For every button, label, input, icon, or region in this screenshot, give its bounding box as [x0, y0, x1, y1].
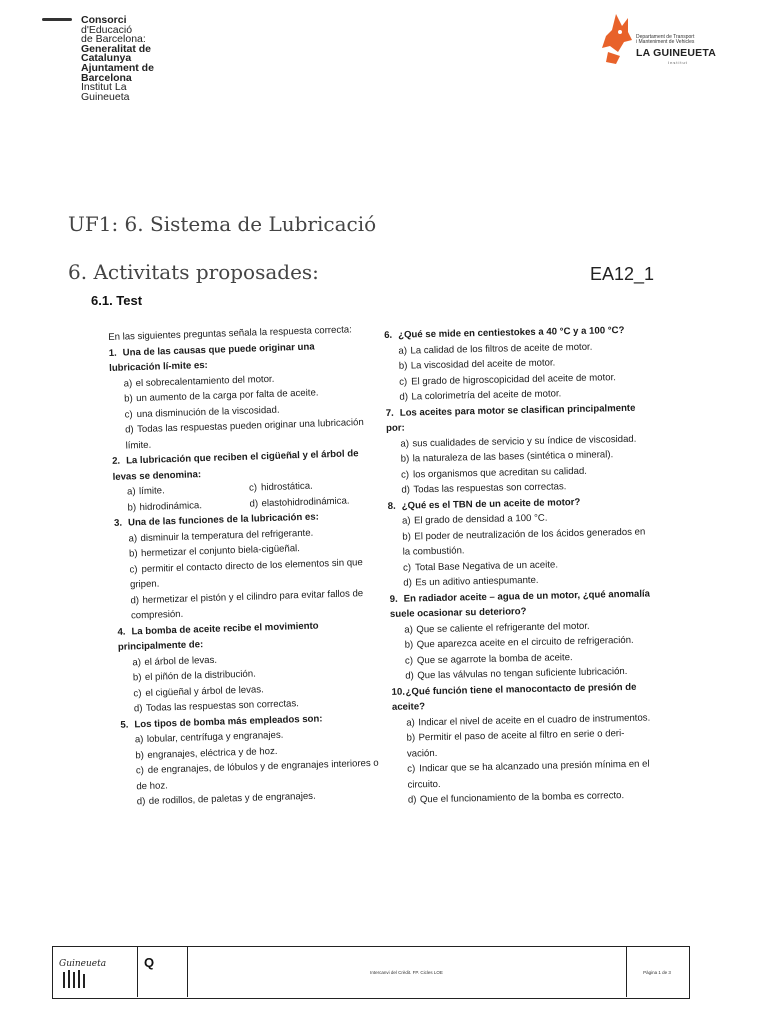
option-key: b) — [402, 530, 412, 543]
option-key: a) — [400, 438, 410, 450]
question-number: 5. — [120, 719, 129, 731]
footer-page: Pàgina 1 de 3 — [643, 970, 671, 975]
option-text: La viscosidad del aceite de motor. — [410, 357, 556, 372]
option-key: d) — [403, 577, 412, 589]
question-text: La lubricación que reciben el cigüeñal y el árbol de levas se denomina: — [112, 448, 359, 483]
option-key: c) — [399, 376, 408, 388]
footer-q-cell — [137, 946, 188, 997]
option-key: a) — [123, 377, 133, 390]
option — [406, 725, 655, 761]
consorci-line: Consorci — [81, 14, 127, 26]
footer-q: Q — [144, 955, 155, 970]
option-text: hidrostática. — [260, 480, 313, 494]
option-text: un aumento de la carga por falta de aceite. — [135, 387, 319, 405]
question-text: Los tipos de bomba más empleados son: — [134, 712, 323, 730]
page-title: UF1: 6. Sistema de Lubricació — [68, 212, 377, 236]
option-text: La calidad de los filtros de aceite de motor. — [410, 341, 593, 356]
option-text: El poder de neutralización de los ácidos generados en la combustión. — [402, 526, 646, 558]
question-number: 10. — [391, 686, 406, 698]
consorci-line: Generalitat de — [81, 42, 152, 55]
option-key: d) — [401, 484, 411, 496]
option-key: a) — [134, 734, 144, 746]
question-number: 4. — [117, 626, 126, 638]
logo-sub: Institut — [668, 60, 688, 65]
option-key: a) — [126, 486, 136, 498]
activities-title: 6. Activitats proposades: — [68, 260, 319, 284]
options — [388, 508, 652, 591]
test-column-left — [108, 322, 381, 810]
option-key: d) — [130, 594, 140, 606]
option-key: a) — [401, 515, 411, 527]
option-text: hidrodinámica. — [139, 499, 203, 513]
option-key: a) — [128, 532, 138, 544]
option-key: b) — [398, 360, 408, 372]
consorci-line: Barcelona — [81, 71, 132, 84]
option-key: b) — [132, 672, 142, 684]
question-text: En radiador aceite – agua de un motor, ¿qué anomalía suele ocasionar su deterioro? — [389, 587, 651, 620]
option-key: a) — [132, 656, 142, 668]
option-text: hermetizar el conjunto biela-cigüeñal. — [140, 543, 301, 560]
footer-course: Intercanvi del Crèdit. FP. Cicles LOE — [370, 970, 443, 975]
option-text: sus cualidades de servicio y su índice de viscosidad. — [412, 433, 637, 449]
consorci-line: de Barcelona: — [81, 33, 146, 46]
question-number: 6. — [384, 329, 393, 341]
option-text: Que se caliente el refrigerante del motor. — [416, 620, 590, 635]
logo-school: LA GUINEUETA — [636, 47, 716, 59]
option-text: permitir el contacto directo de los elementos sin que gripen. — [129, 556, 363, 591]
options — [109, 368, 369, 454]
consorci-line: Guineueta — [81, 90, 130, 103]
option-key: d) — [133, 703, 143, 715]
consorci-line: Catalunya — [81, 52, 132, 65]
option-key: c) — [135, 765, 145, 777]
option-key: c) — [248, 482, 258, 494]
options — [114, 523, 375, 624]
consorci-line: Ajuntament de — [81, 61, 154, 74]
option-text: de engranajes, de lóbulos y de engranajes interiores o de hoz. — [136, 757, 379, 792]
option-text: engranajes, eléctrica y de hoz. — [147, 745, 278, 761]
option-key: b) — [128, 548, 138, 560]
option-text: Indicar el nivel de aceite en el cuadro de instrumentos. — [418, 712, 651, 728]
option-key: b) — [404, 639, 414, 651]
option-key: c) — [133, 687, 142, 699]
option-key: d) — [399, 391, 409, 403]
logo-dept: Departament de Transport i Manteniment de Vehicles — [636, 34, 695, 45]
option-text: el piñón de la distribución. — [144, 668, 256, 684]
option-text: Que el funcionamiento de la bomba es correcto. — [419, 790, 625, 806]
option-key: b) — [400, 453, 410, 465]
option-text: Total Base Negativa de un aceite. — [414, 558, 559, 573]
question-text: ¿Qué se mide en centiestokes a 40 °C y a 100 °C? — [398, 324, 625, 341]
option-key: a) — [406, 716, 415, 729]
option-text: una disminución de la viscosidad. — [136, 404, 280, 420]
question-text: ¿Qué es el TBN de un aceite de motor? — [401, 496, 581, 512]
consorci-block — [81, 16, 154, 102]
option-text: el sobrecalentamiento del motor. — [135, 373, 275, 389]
question-text: La bomba de aceite recibe el movimiento principalmente de: — [117, 620, 319, 653]
fox-head-icon — [602, 14, 632, 52]
option-key: d) — [407, 794, 417, 806]
question-number: 8. — [387, 500, 396, 512]
question-number: 9. — [389, 593, 398, 605]
option-key: d) — [405, 670, 414, 682]
option-text: límite. — [138, 485, 165, 498]
options — [121, 725, 381, 811]
option-text: Es un aditivo antiespumante. — [415, 574, 539, 589]
option-text: los organismos que acreditan su calidad. — [412, 465, 588, 480]
options — [118, 647, 378, 717]
section-heading: 6.1. Test — [91, 293, 143, 308]
option-text: Todas las respuestas son correctas. — [413, 481, 567, 496]
question-text: Una de las funciones de la lubricación es: — [127, 511, 320, 529]
option-key: a) — [398, 345, 408, 357]
option-key: b) — [406, 732, 416, 744]
test-column-right — [384, 323, 656, 809]
guineueta-footer-logo — [58, 952, 107, 992]
option-text: Indicar que se ha alcanzado una presión mínima en el circuito. — [407, 758, 650, 791]
option-key: c) — [407, 763, 416, 775]
option-text: elastohidrodinámica. — [261, 495, 350, 509]
option-key: c) — [129, 563, 138, 575]
option-text: Todas las respuestas pueden originar una lubricación límite. — [125, 417, 364, 452]
option-text: El grado de higroscopicidad del aceite de motor. — [411, 371, 616, 387]
question-number: 7. — [385, 407, 394, 419]
activity-code: EA12_1 — [590, 264, 655, 284]
options — [386, 431, 649, 498]
option-text: Que aparezca aceite en el circuito de refrigeración. — [416, 634, 634, 651]
option-text: Permitir el paso de aceite al filtro en serie o deri-vación. — [406, 728, 625, 760]
option-text: Todas las respuestas son correctas. — [145, 698, 300, 714]
test-intro: En las siguientes preguntas señala la respuesta correcta: — [108, 324, 353, 343]
option-key: c) — [404, 654, 414, 667]
option-text: Que las válvulas no tengan suficiente lubricación. — [417, 665, 628, 682]
option-key: d) — [124, 424, 134, 436]
options — [392, 710, 656, 808]
option-key: d) — [136, 796, 146, 808]
footer-logo-text: Guineueta — [59, 959, 107, 969]
options — [390, 617, 653, 684]
header-rule — [42, 18, 72, 21]
option-text: el cigüeñal y árbol de levas. — [145, 683, 264, 699]
consorci-line: Institut La — [81, 81, 127, 94]
option-text: La colorimetría del aceite de motor. — [411, 388, 562, 403]
option-key: c) — [402, 561, 412, 574]
option-text: de rodillos, de paletas y de engranajes. — [148, 790, 316, 807]
option-text: el árbol de levas. — [144, 654, 218, 668]
options — [384, 338, 647, 405]
option-text: disminuir la temperatura del refrigerante. — [140, 527, 314, 544]
option-key: c) — [400, 469, 410, 481]
option-text: El grado de densidad a 100 °C. — [413, 512, 548, 527]
option-key: a) — [404, 623, 413, 636]
option-key: b) — [135, 749, 145, 761]
option-text: lobular, centrífuga y engranajes. — [146, 729, 284, 745]
option-key: c) — [124, 408, 133, 421]
option-text: hermetizar el pistón y el cilindro para evitar fallos de compresión. — [130, 587, 364, 622]
question-number: 2. — [111, 455, 121, 467]
consorci-line: d'Educació — [81, 23, 133, 36]
option-key: b) — [127, 501, 137, 513]
option-text: Que se agarrote la bomba de aceite. — [416, 651, 573, 666]
question-number: 1. — [108, 347, 117, 359]
option — [402, 524, 651, 560]
question-text: ¿Qué función tiene el manocontacto de presión de aceite? — [391, 681, 637, 713]
question-number: 3. — [113, 517, 123, 529]
option-key: d) — [249, 497, 259, 510]
option-text: la naturaleza de las bases (sintética o mineral). — [412, 449, 614, 465]
option-key: b) — [124, 393, 133, 405]
question-text: Una de las causas que puede originar una lubricación lí-mite es: — [109, 341, 315, 374]
question-text: Los aceites para motor se clasifican principalmente por: — [385, 402, 636, 434]
